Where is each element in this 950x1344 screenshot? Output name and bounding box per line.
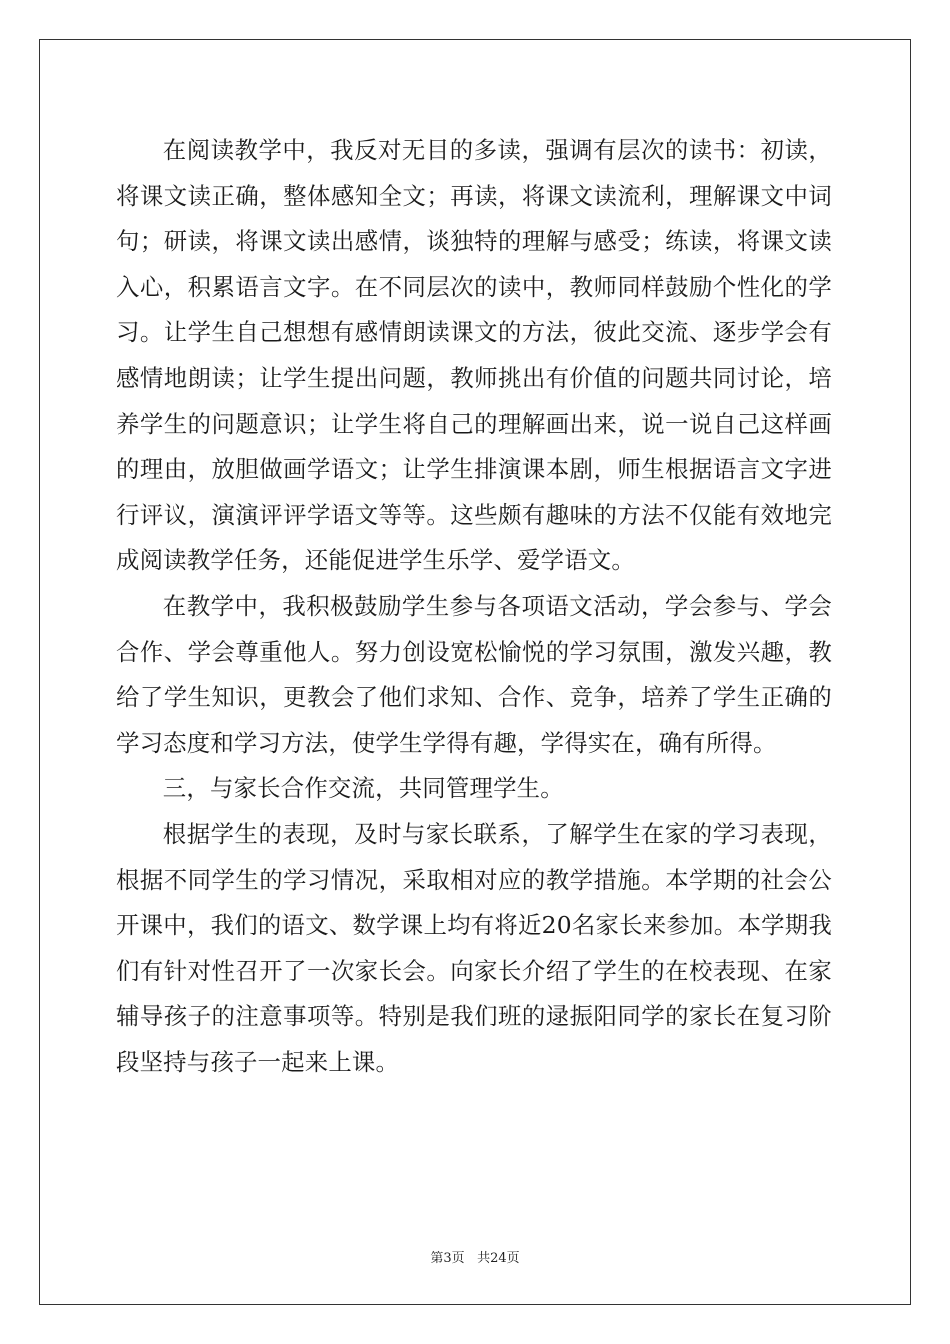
page-total: 共24页	[477, 1251, 520, 1266]
paragraph-parent-contact: 根据学生的表现，及时与家长联系，了解学生在家的学习表现，根据不同学生的学习情况，采取相对应的教学措施。本学期的社会公开课中，我们的语文、数学课上均有将近20名家长来参加。本学期我们有针对性召开了一次家长会。向家长介绍了学生的在校表现、在家辅导孩子的注意事项等。特别是我们班的逯振阳同学的家长在复习阶段坚持与孩子一起来上课。	[116, 819, 832, 1076]
page-number: 第3页	[430, 1251, 465, 1266]
paragraph-activities: 在教学中，我积极鼓励学生参与各项语文活动，学会参与、学会合作、学会尊重他人。努力创设宽松愉悦的学习氛围，激发兴趣，教给了学生知识，更教会了他们求知、合作、竞争，培养了学生正确的学习态度和学习方法，使学生学得有趣，学得实在，确有所得。	[116, 591, 832, 757]
section-heading-parent-cooperation: 三，与家长合作交流，共同管理学生。	[162, 774, 564, 803]
document-body	[116, 128, 832, 1085]
paragraph-reading-teaching: 在阅读教学中，我反对无目的多读，强调有层次的读书：初读，将课文读正确，整体感知全文；再读，将课文读流利，理解课文中词句；研读，将课文读出感情，谈独特的理解与感受；练读，将课文读入心，积累语言文字。在不同层次的读中，教师同样鼓励个性化的学习。让学生自己想想有感情朗读课文的方法，彼此交流、逐步学会有感情地朗读；让学生提出问题，教师挑出有价值的问题共同讨论，培养学生的问题意识；让学生将自己的理解画出来，说一说自己这样画的理由，放胆做画学语文；让学生排演课本剧，师生根据语言文字进行评议，演演评评学语文等等。这些颇有趣味的方法不仅能有效地完成阅读教学任务，还能促进学生乐学、爱学语文。	[116, 136, 832, 575]
page-footer	[0, 1247, 950, 1266]
